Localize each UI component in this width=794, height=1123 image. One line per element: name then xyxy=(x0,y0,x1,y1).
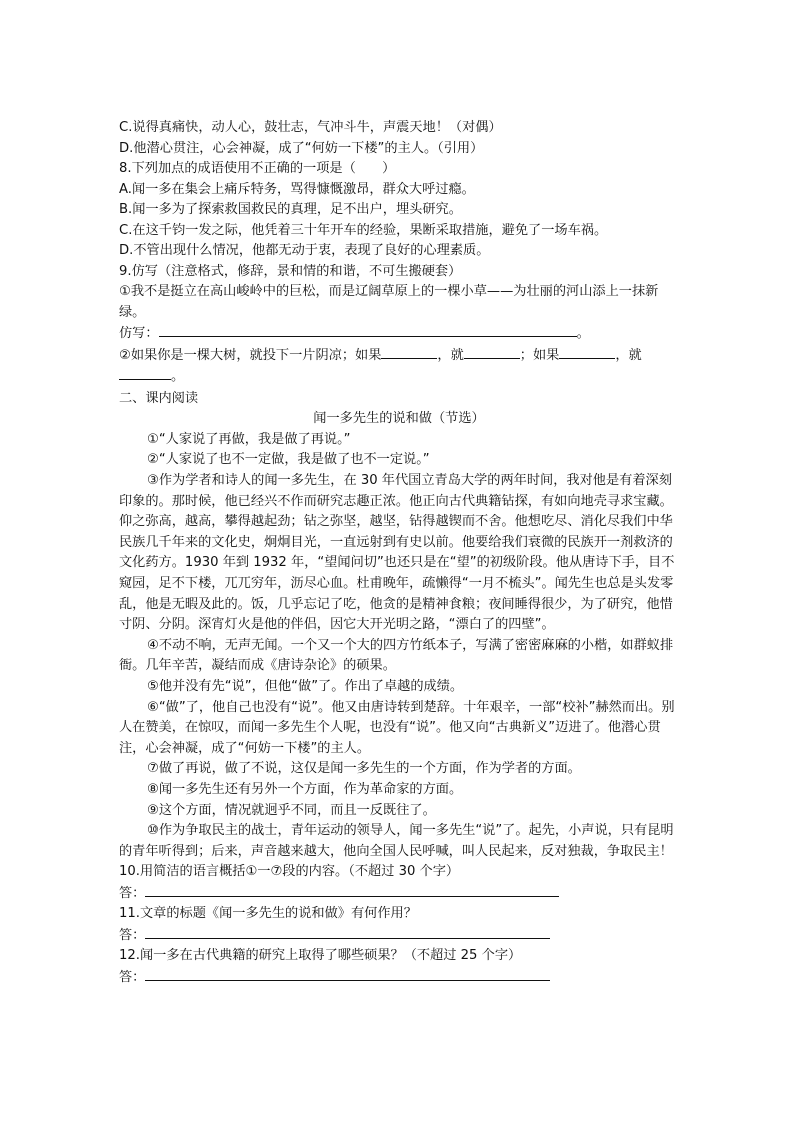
question-12: 12.闻一多在古代典籍的研究上取得了哪些硕果？（不超过 25 个字） xyxy=(119,948,522,964)
item2-text-b: ，就 xyxy=(437,347,464,363)
answer-11-line xyxy=(119,925,679,947)
item2-blank-2[interactable] xyxy=(464,345,520,359)
item2-blank-3[interactable] xyxy=(559,345,615,359)
q8-option-a: A.闻一多在集会上痛斥特务，骂得慷慨激昂，群众大呼过瘾。 xyxy=(119,181,475,197)
answer-10-blank[interactable] xyxy=(145,883,559,897)
q8-stem: 8.下列加点的成语使用不正确的一项是（ ） xyxy=(119,161,396,176)
q7-option-c: C.说得真痛快，动人心，鼓壮志，气冲斗牛，声震天地！（对偶） xyxy=(119,120,502,135)
q9-fangxie-line xyxy=(119,323,679,345)
item2-blank-4[interactable] xyxy=(119,366,171,380)
answer-11-blank[interactable] xyxy=(145,925,550,939)
question-10: 10.用简洁的语言概括①一⑦段的内容。（不超过 30 个字） xyxy=(119,864,460,880)
q8-option-c: C.在这千钧一发之际，他凭着三十年开车的经验，果断采取措施，避免了一场车祸。 xyxy=(119,222,608,238)
passage-paragraph-6: ⑥“做”了，他自己也没有“说”。他又由唐诗转到楚辞。十年艰辛，一部“校补”赫然而出。别人在赞美，在惊叹，而闻一多先生个人呢，也没有“说”。他又向“古典新义”迈进了。他潜心贯注，心会神凝，成了“何妨一下楼”的主人。 xyxy=(119,699,675,756)
answer-12-line xyxy=(119,967,679,989)
passage-paragraph-10: ⑩作为争取民主的战士，青年运动的领导人，闻一多先生“说”了。起先，小声说，只有昆明的青年听得到；后来，声音越来越大，他向全国人民呼喊，叫人民起来，反对独裁，争取民主！ xyxy=(119,823,674,859)
item2-text-c: ；如果 xyxy=(519,347,560,363)
passage-title: 闻一多先生的说和做（节选） xyxy=(313,411,485,427)
answer-label: 答： xyxy=(119,927,146,943)
fangxie-answer-blank[interactable] xyxy=(159,323,577,337)
q9-item-2 xyxy=(119,345,679,388)
answer-10-line xyxy=(119,883,679,905)
passage-paragraph-2: ②“人家说了也不一定做，我是做了也不一定说。” xyxy=(147,452,430,468)
item2-blank-1[interactable] xyxy=(381,345,437,359)
fangxie-end: 。 xyxy=(576,326,590,342)
q9-item-1: ①我不是挺立在高山峻岭中的巨松，而是辽阔草原上的一棵小草——为壮丽的河山添上一抹新绿。 xyxy=(119,284,659,320)
q7-option-d: D.他潜心贯注，心会神凝，成了“何妨一下楼”的主人。（引用） xyxy=(119,140,484,156)
passage-paragraph-9: ⑨这个方面，情况就迥乎不同，而且一反既往了。 xyxy=(147,802,436,818)
passage-paragraph-4: ④不动不响，无声无闻。一个又一个大的四方竹纸本子，写满了密密麻麻的小楷，如群蚁排衙。几年辛苦，凝结而成《唐诗杂论》的硕果。 xyxy=(119,637,674,674)
item2-text-a: ②如果你是一棵大树，就投下一片阴凉；如果 xyxy=(119,347,382,363)
q9-stem: 9.仿写（注意格式，修辞，景和情的和谐，不可生搬硬套） xyxy=(119,263,462,279)
passage-paragraph-1: ①“人家说了再做，我是做了再说。” xyxy=(147,431,351,447)
passage-paragraph-8: ⑧闻一多先生还有另外一个方面，作为革命家的方面。 xyxy=(147,781,463,797)
answer-12-blank[interactable] xyxy=(145,967,550,981)
section-heading: 二、课内阅读 xyxy=(119,390,199,406)
item2-text-e: 。 xyxy=(171,369,185,385)
item2-text-d: ，就 xyxy=(615,347,642,363)
q8-option-d: D.不管出现什么情况，他都无动于衷，表现了良好的心理素质。 xyxy=(119,243,490,258)
q8-option-b: B.闻一多为了探索救国救民的真理，足不出户，埋头研究。 xyxy=(119,202,462,217)
passage-paragraph-3: ③作为学者和诗人的闻一多先生，在 30 年代国立青岛大学的两年时间，我对他是有着深刻印象的。那时候，他已经兴不作而研究志趣正浓。他正向古代典籍钻探，有如向地壳寻求宝藏。仰之弥高，越高，攀得越起劲；钻之弥坚，越坚，钻得越锲而不舍。他想吃尽、消化尽我们中华民族几千年来的文化史，炯炯目光，一直远射到有史以前。他要给我们衰微的民族开一剂救济的文化药方。1930 年到 1932 年，“望闻问切”也还只是在“望”的初级阶段。他从唐诗下手，目不窥园，足不下楼，兀兀穷年，沥尽心血。杜甫晚年，疏懒得“一月不梳头”。闻先生也总是头发零乱，他是无暇及此的。饭，几乎忘记了吃，他贪的是精神食粮；夜间睡得很少，为了研究，他惜寸阴、分阴。深宵灯火是他的伴侣，因它大开光明之路，“漂白了的四壁”。 xyxy=(119,473,675,633)
answer-label: 答： xyxy=(119,969,146,985)
question-11: 11.文章的标题《闻一多先生的说和做》有何作用？ xyxy=(119,906,417,922)
fangxie-label: 仿写： xyxy=(119,326,159,342)
document-page xyxy=(119,118,679,988)
passage-paragraph-5: ⑤他并没有先“说”，但他“做”了。作出了卓越的成绩。 xyxy=(147,679,464,694)
answer-label: 答： xyxy=(119,885,146,901)
passage-paragraph-7: ⑦做了再说，做了不说，这仅是闻一多先生的一个方面，作为学者的方面。 xyxy=(147,761,581,777)
